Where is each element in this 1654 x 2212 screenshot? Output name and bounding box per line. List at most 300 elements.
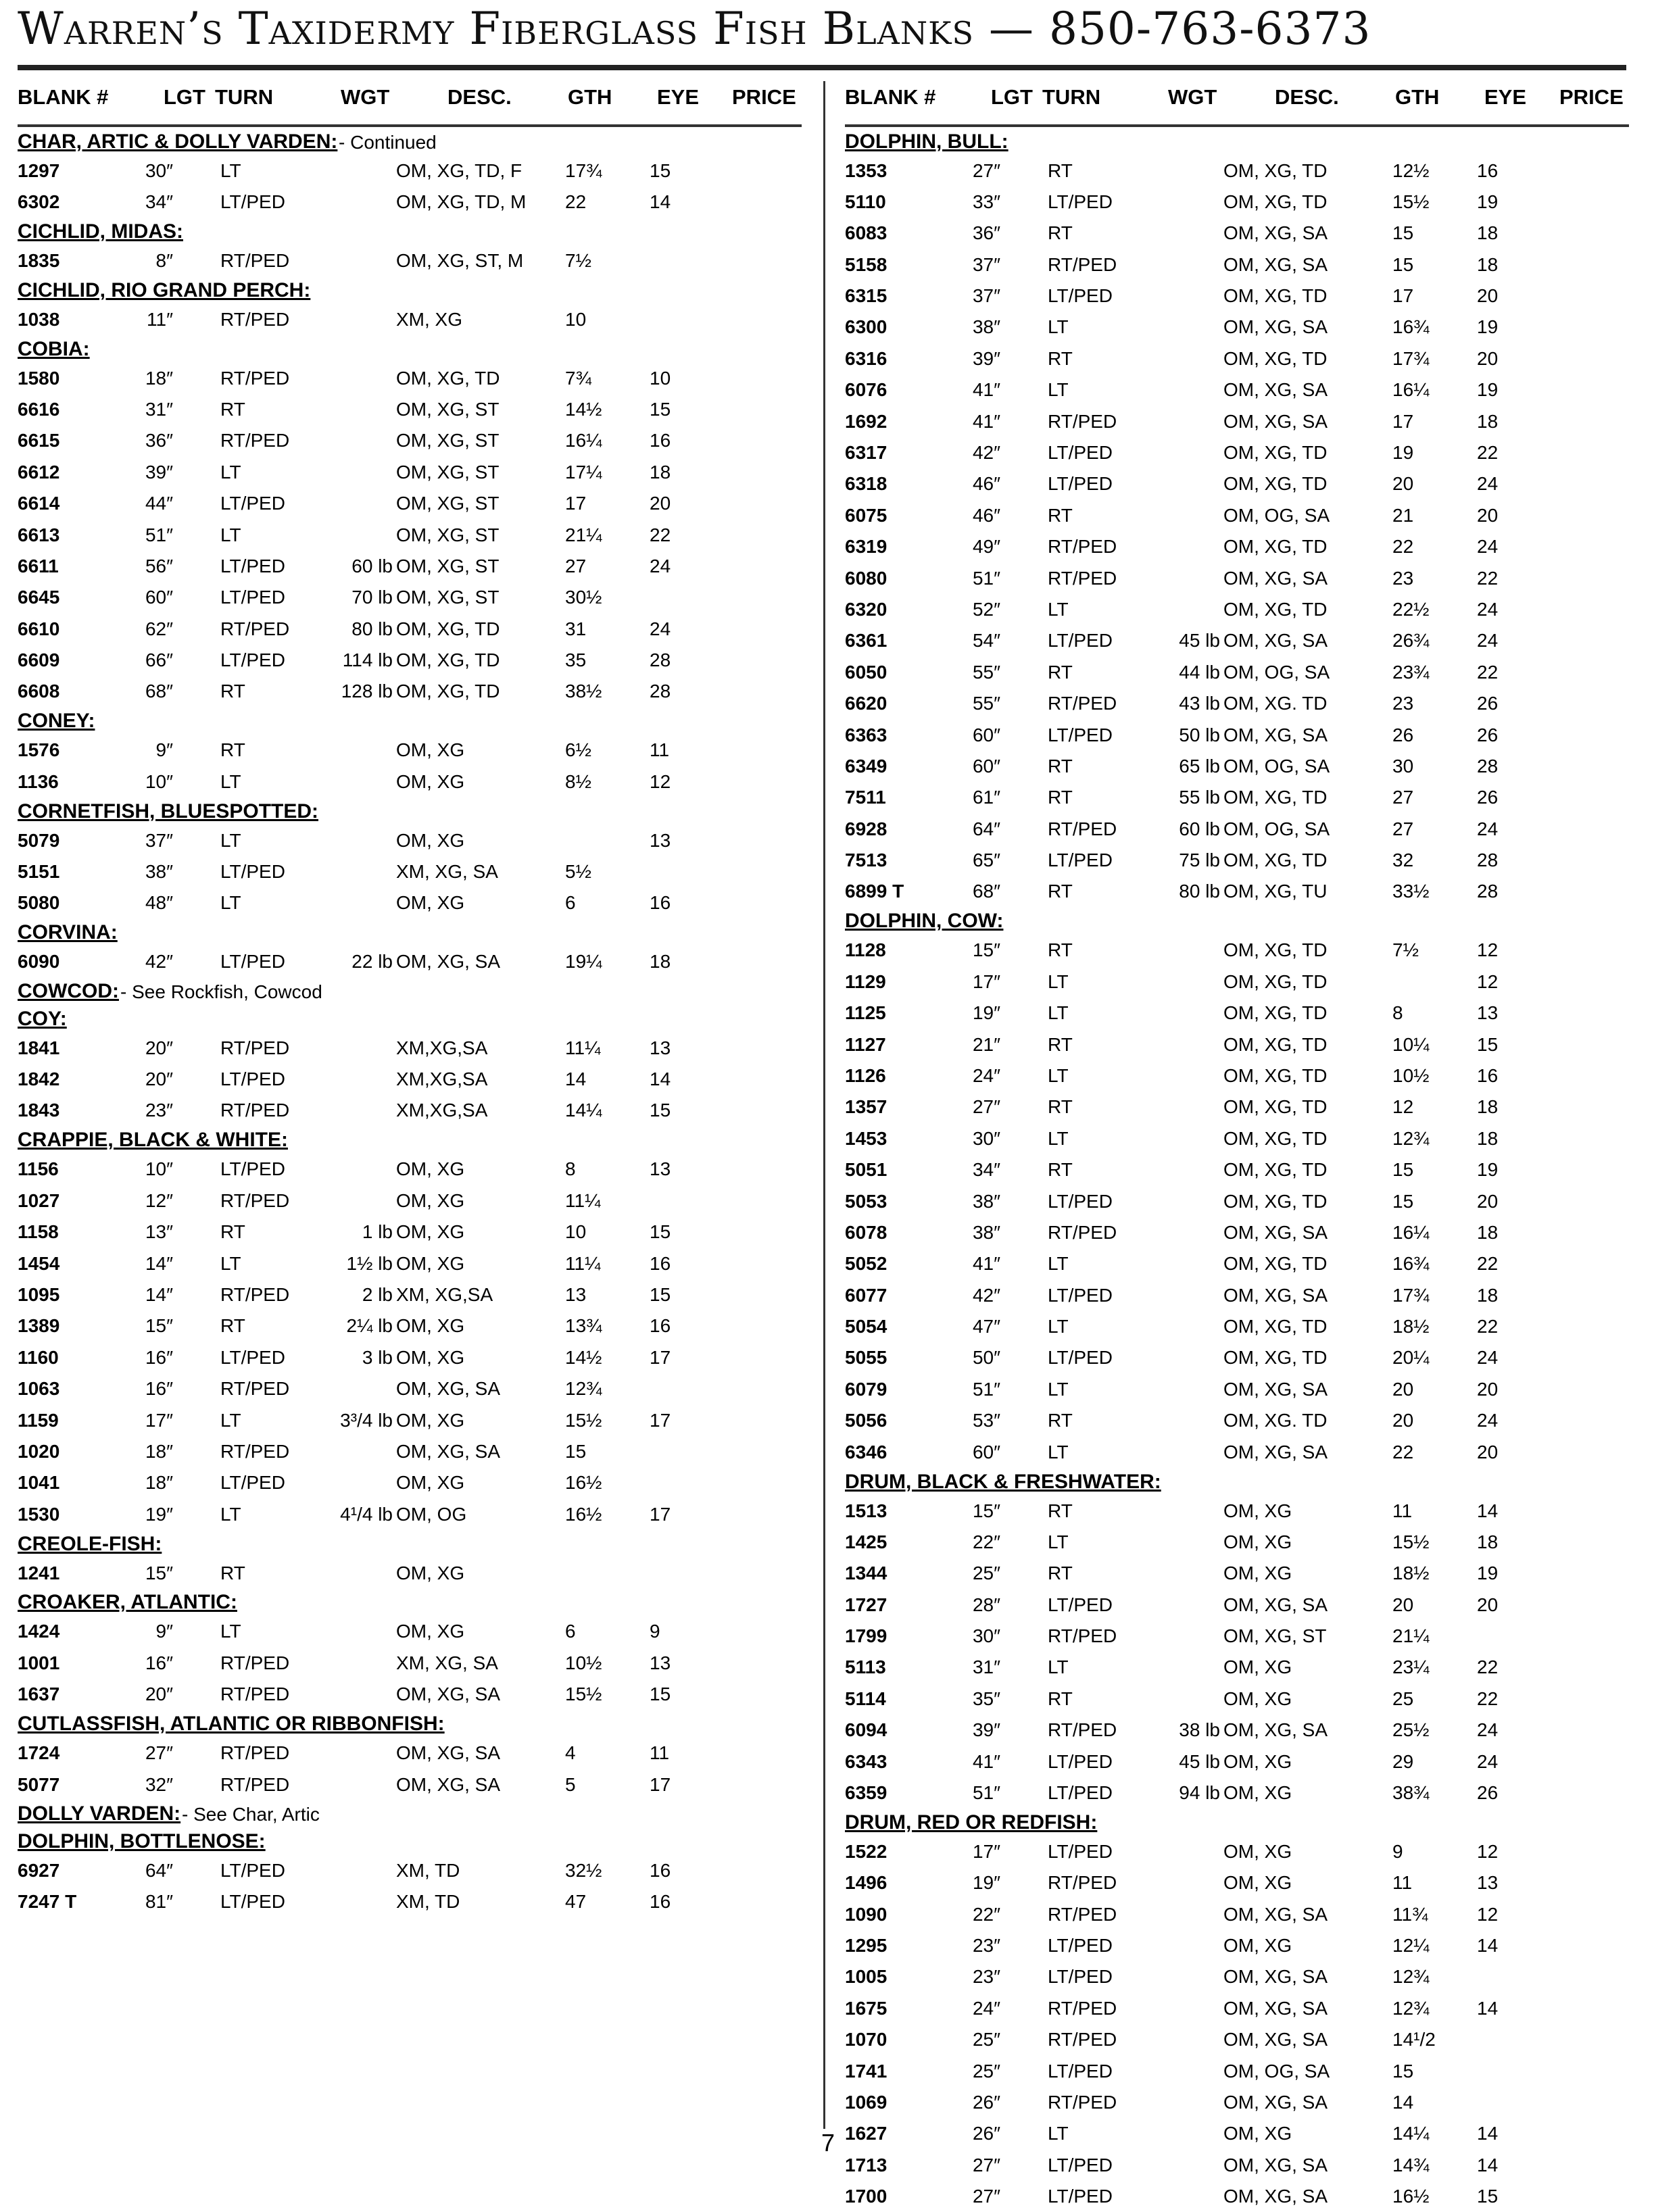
length: 23″ (972, 1935, 1000, 1957)
left-column (18, 73, 802, 1917)
turn: LT/PED (1048, 191, 1113, 212)
length: 25″ (972, 1563, 1000, 1584)
description: OM, XG, SA (1223, 724, 1328, 745)
eye-size: 16 (650, 1859, 671, 1881)
length: 33″ (972, 191, 1000, 212)
table-row (18, 581, 802, 612)
description: OM, XG (396, 1562, 465, 1583)
girth: 8 (565, 1158, 576, 1180)
description: OM, XG (1223, 1531, 1292, 1552)
description: OM, XG, TD (1223, 1002, 1328, 1024)
table-row (845, 2149, 1629, 2180)
description: OM, XG (396, 1315, 465, 1337)
blank-number: 1020 (18, 1440, 60, 1462)
turn: LT/PED (1048, 1966, 1113, 1988)
girth: 7½ (1392, 939, 1419, 961)
girth: 38¾ (1392, 1782, 1430, 1804)
eye-size: 18 (1477, 1531, 1499, 1552)
species-name: COWCOD: (18, 980, 119, 1003)
length: 35″ (972, 1688, 1000, 1709)
description: OM, XG, ST (396, 430, 500, 451)
blank-number: 1842 (18, 1068, 60, 1090)
species-name: CHAR, ARTIC & DOLLY VARDEN: (18, 130, 338, 153)
girth: 25 (1392, 1688, 1414, 1709)
table-row (18, 887, 802, 918)
girth: 22½ (1392, 598, 1430, 620)
header-wgt: WGT (341, 85, 390, 109)
blank-number: 1095 (18, 1283, 60, 1305)
description: OM, XG, TD (1223, 1347, 1328, 1369)
girth: 26 (1392, 724, 1414, 745)
blank-number: 1841 (18, 1037, 60, 1058)
table-row (18, 1404, 802, 1435)
turn: LT (1048, 1064, 1069, 1086)
length: 18″ (145, 1472, 173, 1494)
length: 18″ (145, 367, 173, 389)
turn: LT (1048, 598, 1069, 620)
table-row (845, 813, 1629, 844)
blank-number: 1835 (18, 249, 60, 271)
girth: 23¾ (1392, 661, 1430, 683)
right-column (845, 73, 1629, 2212)
blank-number: 6927 (18, 1859, 60, 1881)
description: OM, XG, SA (396, 951, 501, 973)
eye-size: 17 (650, 1503, 671, 1525)
blank-number: 5053 (845, 1190, 887, 1212)
header-desc: DESC. (447, 85, 512, 109)
description: OM, XG, SA (1223, 2154, 1328, 2176)
description: OM, OG, SA (1223, 504, 1330, 526)
description: OM, XG (1223, 1782, 1292, 1804)
turn: LT/PED (1048, 1594, 1113, 1615)
turn: RT/PED (220, 1742, 290, 1764)
length: 17″ (145, 1409, 173, 1431)
description: OM, XG, SA (1223, 1903, 1328, 1925)
eye-size: 19 (1477, 191, 1499, 212)
description: OM, XG, SA (1223, 2092, 1328, 2113)
length: 16″ (145, 1378, 173, 1400)
turn: RT/PED (1048, 2029, 1117, 2050)
description: OM, XG, ST (396, 524, 500, 545)
length: 39″ (972, 1719, 1000, 1741)
turn: LT (1048, 1316, 1069, 1337)
eye-size: 24 (1477, 1410, 1499, 1431)
eye-size: 16 (1477, 1064, 1499, 1086)
eye-size: 22 (1477, 1688, 1499, 1709)
species-heading (18, 1710, 802, 1738)
turn: RT/PED (1048, 567, 1117, 589)
turn: LT/PED (220, 493, 285, 514)
species-name: DOLPHIN, COW: (845, 910, 1004, 933)
turn: RT/PED (1048, 1903, 1117, 1925)
eye-size: 22 (1477, 442, 1499, 464)
species-name: COBIA: (18, 337, 90, 360)
length: 37″ (972, 253, 1000, 275)
eye-size: 17 (650, 1409, 671, 1431)
eye-size: 13 (1477, 1872, 1499, 1894)
turn: LT (1048, 1531, 1069, 1552)
table-row (845, 374, 1629, 405)
girth: 12 (1392, 1096, 1414, 1118)
girth: 15 (1392, 1190, 1414, 1212)
blank-number: 1741 (845, 2060, 887, 2082)
girth: 18½ (1392, 1563, 1430, 1584)
turn: RT (1048, 1500, 1073, 1521)
girth: 15½ (1392, 191, 1430, 212)
species-heading (18, 335, 802, 362)
length: 20″ (145, 1068, 173, 1090)
girth: 14¼ (565, 1100, 602, 1121)
length: 19″ (972, 1002, 1000, 1024)
weight: 45 lb (1179, 630, 1220, 652)
girth: 16½ (565, 1503, 602, 1525)
girth: 18½ (1392, 1316, 1430, 1337)
eye-size: 16 (650, 892, 671, 914)
weight: 43 lb (1179, 693, 1220, 714)
length: 41″ (972, 1750, 1000, 1772)
girth: 12½ (1392, 159, 1430, 181)
blank-number: 6300 (845, 316, 887, 338)
turn: LT (220, 1503, 241, 1525)
length: 41″ (972, 379, 1000, 401)
girth: 14 (565, 1068, 587, 1090)
table-row (845, 1495, 1629, 1526)
description: OM, XG (396, 1409, 465, 1431)
weight: 38 lb (1179, 1719, 1220, 1741)
description: OM, OG (396, 1503, 467, 1525)
blank-number: 1295 (845, 1935, 887, 1957)
turn: RT/PED (220, 1037, 290, 1058)
eye-size: 22 (650, 524, 671, 545)
length: 15″ (972, 939, 1000, 961)
girth: 14¾ (1392, 2154, 1430, 2176)
eye-size: 15 (650, 1283, 671, 1305)
table-row (845, 1342, 1629, 1373)
length: 41″ (972, 1253, 1000, 1275)
description: OM, XG, TD (1223, 1316, 1328, 1337)
blank-number: 6346 (845, 1441, 887, 1463)
girth: 15 (565, 1440, 587, 1462)
description: OM, XG, TD (1223, 285, 1328, 307)
description: OM, XG, TD, M (396, 191, 527, 212)
table-row (845, 1526, 1629, 1557)
blank-number: 7513 (845, 850, 887, 871)
table-row (18, 1615, 802, 1646)
eye-size: 16 (1477, 159, 1499, 181)
eye-size: 13 (650, 1158, 671, 1180)
blank-number: 6080 (845, 567, 887, 589)
length: 47″ (972, 1316, 1000, 1337)
table-row (845, 2117, 1629, 2148)
girth: 17¾ (1392, 1284, 1430, 1306)
table-row (18, 487, 802, 518)
length: 34″ (145, 191, 173, 212)
girth: 20 (1392, 1594, 1414, 1615)
species-heading (18, 977, 802, 1005)
blank-number: 1799 (845, 1625, 887, 1647)
girth: 11¼ (565, 1189, 601, 1211)
length: 22″ (972, 1531, 1000, 1552)
table-row (845, 966, 1629, 997)
turn: RT/PED (220, 367, 290, 389)
girth: 23¼ (1392, 1656, 1430, 1678)
description: OM, XG, SA (1223, 2186, 1328, 2207)
table-row (18, 825, 802, 856)
length: 27″ (972, 159, 1000, 181)
description: OM, OG, SA (1223, 755, 1330, 777)
description: OM, XG, TD (1223, 1033, 1328, 1055)
girth: 10½ (1392, 1064, 1430, 1086)
table-row (845, 2055, 1629, 2086)
weight: 114 lb (342, 649, 393, 671)
title-rule (18, 65, 1626, 70)
eye-size: 17 (650, 1773, 671, 1795)
blank-number: 6361 (845, 630, 887, 652)
length: 13″ (145, 1221, 173, 1243)
turn: RT/PED (220, 1440, 290, 1462)
eye-size: 15 (650, 1683, 671, 1705)
blank-number: 6608 (18, 681, 60, 702)
turn: RT (1048, 661, 1073, 683)
girth: 11¼ (565, 1037, 601, 1058)
header-lgt: LGT (164, 85, 205, 109)
turn: LT (1048, 970, 1069, 992)
eye-size: 24 (1477, 630, 1499, 652)
turn: RT (220, 1315, 245, 1337)
table-row (845, 934, 1629, 965)
blank-number: 1001 (18, 1652, 60, 1673)
blank-number: 1357 (845, 1096, 887, 1118)
species-heading (18, 276, 802, 303)
blank-number: 1027 (18, 1189, 60, 1211)
girth: 6 (565, 892, 576, 914)
length: 50″ (972, 1347, 1000, 1369)
species-name: CORNETFISH, BLUESPOTTED: (18, 800, 319, 822)
table-row (845, 997, 1629, 1028)
length: 65″ (972, 850, 1000, 871)
description: OM, XG, TD (1223, 1064, 1328, 1086)
table-row (845, 249, 1629, 280)
description: XM, TD (396, 1891, 460, 1913)
table-row (845, 311, 1629, 342)
girth: 17¼ (565, 461, 602, 483)
length: 9″ (155, 1621, 173, 1642)
girth: 17 (1392, 285, 1414, 307)
length: 55″ (972, 661, 1000, 683)
description: OM, XG. TD (1223, 693, 1328, 714)
girth: 16½ (565, 1472, 602, 1494)
length: 51″ (972, 1782, 1000, 1804)
girth: 25½ (1392, 1719, 1430, 1741)
turn: LT/PED (1048, 850, 1113, 871)
blank-number: 6079 (845, 1378, 887, 1400)
description: OM, XG (1223, 1935, 1292, 1957)
turn: LT (1048, 379, 1069, 401)
length: 19″ (145, 1503, 173, 1525)
eye-size: 24 (1477, 598, 1499, 620)
girth: 17¾ (565, 159, 602, 181)
blank-number: 1425 (845, 1531, 887, 1552)
blank-number: 1063 (18, 1378, 60, 1400)
table-row (18, 1854, 802, 1886)
description: OM, XG, ST (396, 398, 500, 420)
turn: RT (1048, 755, 1073, 777)
eye-size: 16 (650, 1315, 671, 1337)
weight: 22 lb (351, 951, 393, 973)
length: 60″ (972, 724, 1000, 745)
eye-size: 22 (1477, 1253, 1499, 1275)
girth: 17 (1392, 410, 1414, 432)
table-row (18, 1063, 802, 1094)
description: OM, XG, TD (1223, 536, 1328, 558)
table-row (845, 1589, 1629, 1620)
table-row (18, 1467, 802, 1498)
description: OM, XG, TD (1223, 787, 1328, 808)
species-name: DOLLY VARDEN: (18, 1802, 181, 1825)
table-row (845, 593, 1629, 624)
description: OM, XG, TD (396, 681, 500, 702)
table-row (845, 624, 1629, 656)
length: 56″ (145, 555, 173, 576)
eye-size: 14 (650, 191, 671, 212)
turn: LT (220, 524, 241, 545)
header-wgt: WGT (1168, 85, 1217, 109)
eye-size: 14 (1477, 2154, 1499, 2176)
description: XM,XG,SA (396, 1068, 488, 1090)
description: XM, TD (396, 1859, 460, 1881)
weight: 128 lb (341, 681, 393, 702)
blank-number: 1156 (18, 1158, 59, 1180)
blank-number: 7247 T (18, 1891, 77, 1913)
table-row (845, 1185, 1629, 1216)
length: 36″ (145, 430, 173, 451)
table-row (845, 1279, 1629, 1310)
length: 24″ (972, 1064, 1000, 1086)
description: OM, XG, SA (1223, 2029, 1328, 2050)
turn: RT (1048, 1159, 1073, 1181)
header-eye: EYE (1484, 85, 1527, 109)
table-row (845, 468, 1629, 499)
description: OM, XG, SA (1223, 1221, 1328, 1243)
girth: 19¼ (565, 951, 602, 973)
blank-number: 1136 (18, 770, 59, 792)
description: OM, XG, SA (1223, 1378, 1328, 1400)
length: 15″ (145, 1315, 173, 1337)
table-row (18, 245, 802, 276)
length: 19″ (972, 1872, 1000, 1894)
eye-size: 12 (1477, 1903, 1499, 1925)
table-row (845, 1060, 1629, 1091)
blank-number: 1692 (845, 410, 887, 432)
table-row (845, 1836, 1629, 1867)
blank-number: 5158 (845, 253, 887, 275)
length: 66″ (145, 649, 173, 671)
weight: 1 lb (362, 1221, 393, 1243)
table-row (18, 1769, 802, 1800)
blank-number: 1038 (18, 308, 60, 330)
table-row (18, 1342, 802, 1373)
weight: 2 lb (362, 1283, 393, 1305)
girth: 6½ (565, 739, 591, 761)
eye-size: 19 (1477, 1563, 1499, 1584)
weight: 60 lb (1179, 818, 1220, 839)
turn: RT/PED (1048, 1719, 1117, 1741)
turn: LT/PED (220, 1859, 285, 1881)
weight: 55 lb (1179, 787, 1220, 808)
turn: RT/PED (1048, 1997, 1117, 2019)
description: OM, XG, TD (1223, 970, 1328, 992)
blank-number: 1675 (845, 1997, 887, 2019)
species-note: - Continued (339, 131, 437, 153)
turn: RT/PED (220, 430, 290, 451)
turn: LT/PED (220, 861, 285, 883)
eye-size: 22 (1477, 661, 1499, 683)
turn: LT (1048, 316, 1069, 338)
weight: 4¹/4 lb (340, 1503, 393, 1525)
girth: 17¾ (1392, 347, 1430, 369)
turn: RT/PED (220, 1378, 290, 1400)
girth: 7½ (565, 249, 591, 271)
length: 46″ (972, 504, 1000, 526)
girth: 32½ (565, 1859, 602, 1881)
table-row (845, 1216, 1629, 1248)
species-name: DRUM, RED OR REDFISH: (845, 1811, 1098, 1834)
length: 18″ (145, 1440, 173, 1462)
girth: 11¾ (1392, 1903, 1428, 1925)
eye-size: 12 (650, 770, 671, 792)
turn: RT/PED (1048, 1872, 1117, 1894)
length: 27″ (972, 2154, 1000, 2176)
table-row (845, 719, 1629, 750)
eye-size: 24 (650, 555, 671, 576)
eye-size: 14 (650, 1068, 671, 1090)
turn: LT/PED (1048, 2060, 1113, 2082)
blank-number: 6343 (845, 1750, 887, 1772)
length: 60″ (972, 755, 1000, 777)
length: 26″ (972, 2092, 1000, 2113)
blank-number: 1297 (18, 159, 60, 181)
header-blank: BLANK # (18, 85, 109, 109)
length: 32″ (145, 1773, 173, 1795)
description: XM, XG, SA (396, 1652, 498, 1673)
girth: 20¼ (1392, 1347, 1430, 1369)
header-gth: GTH (1395, 85, 1440, 109)
turn: RT/PED (220, 1773, 290, 1795)
length: 27″ (145, 1742, 173, 1764)
girth: 9 (1392, 1840, 1403, 1862)
table-row (845, 1557, 1629, 1588)
description: OM, OG, SA (1223, 661, 1330, 683)
header-turn: TURN (1042, 85, 1101, 109)
weight: 3³/4 lb (340, 1409, 393, 1431)
table-row (18, 519, 802, 550)
eye-size: 18 (1477, 410, 1499, 432)
table-row (845, 1867, 1629, 1898)
description: XM, XG,SA (396, 1283, 493, 1305)
turn: RT (1048, 939, 1073, 961)
turn: LT (1048, 1441, 1069, 1463)
table-row (18, 1435, 802, 1467)
eye-size: 12 (1477, 1840, 1499, 1862)
description: OM, XG, SA (396, 1742, 501, 1764)
girth: 29 (1392, 1750, 1414, 1772)
length: 16″ (145, 1652, 173, 1673)
length: 51″ (972, 1378, 1000, 1400)
species-heading (18, 707, 802, 735)
girth: 7¾ (565, 367, 591, 389)
turn: LT (220, 892, 241, 914)
turn: LT/PED (1048, 1840, 1113, 1862)
